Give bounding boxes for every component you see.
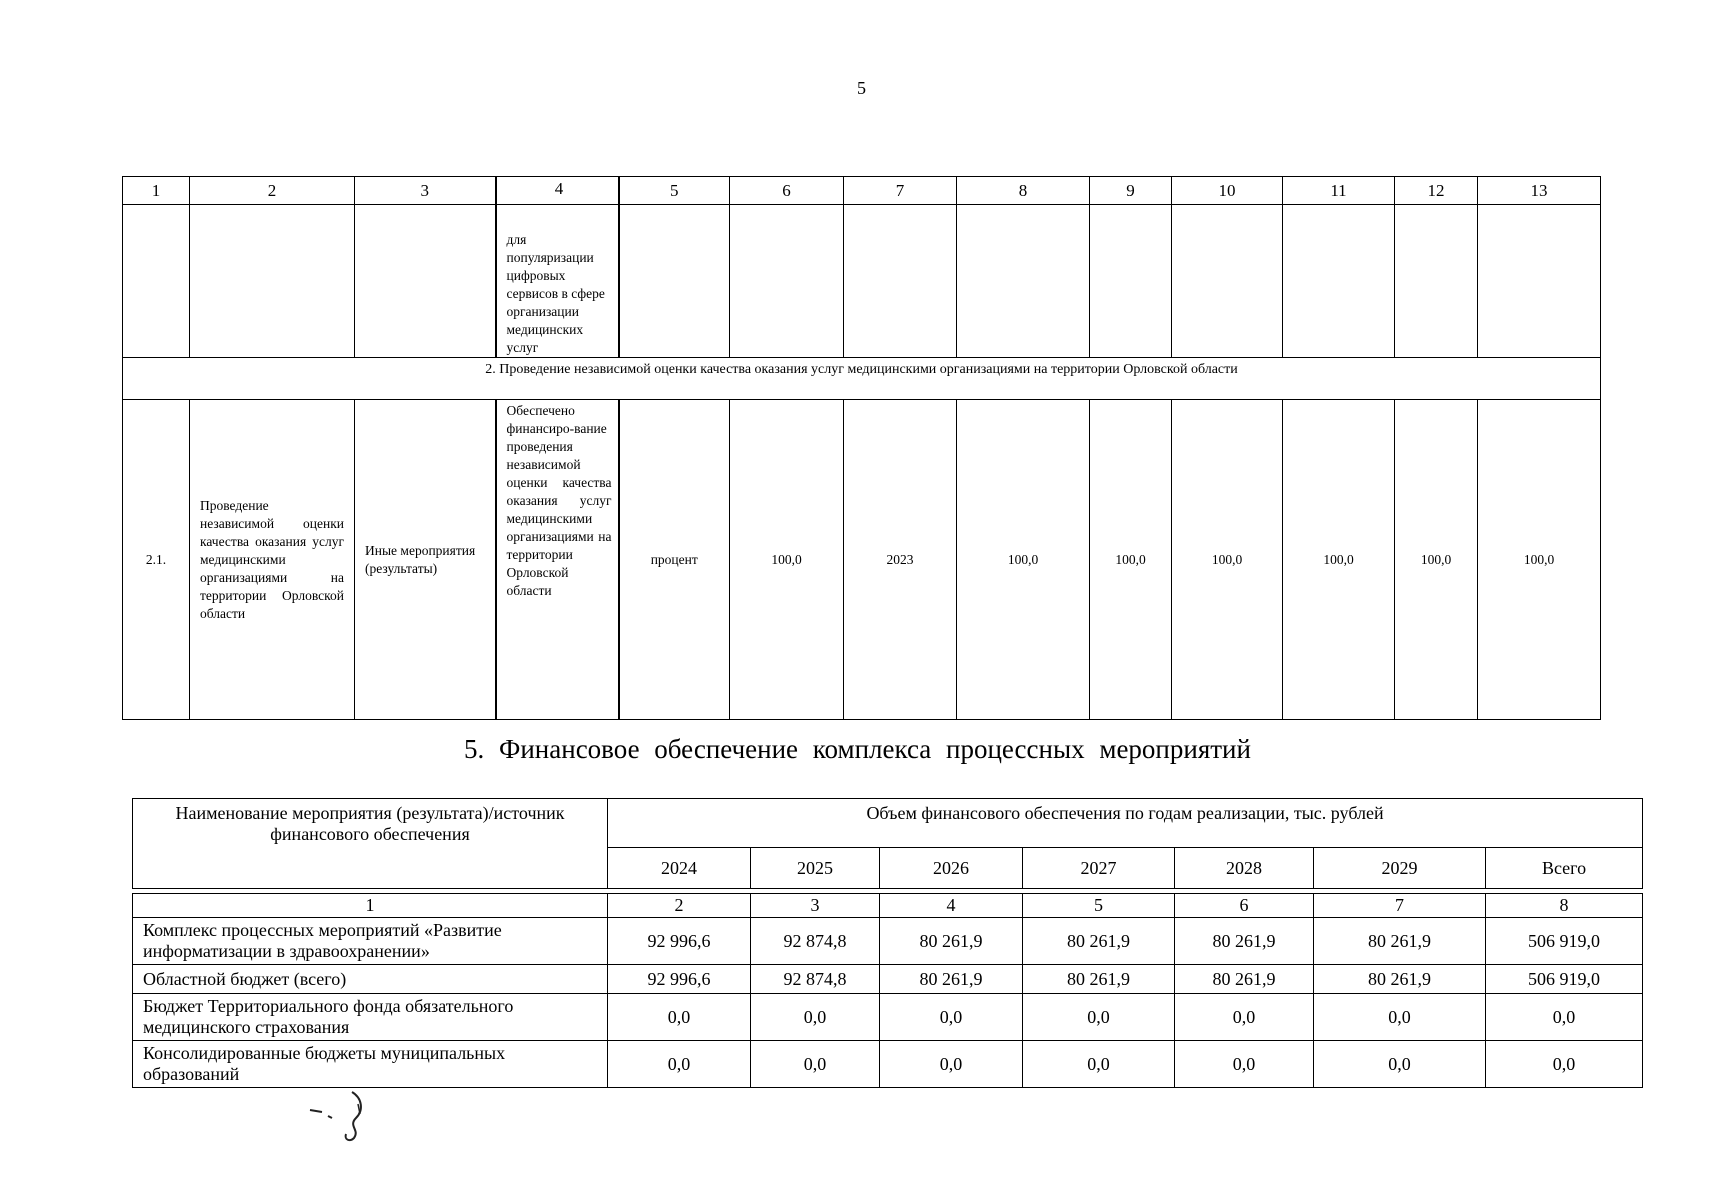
- row-name: Консолидированные бюджеты муниципальных образований: [133, 1041, 608, 1088]
- total-cell: 506 919,0: [1486, 918, 1643, 965]
- year-header: 2025: [751, 848, 880, 889]
- value-cell: 80 261,9: [880, 965, 1023, 994]
- row-base-value: 100,0: [730, 400, 844, 720]
- row-base-year: 2023: [844, 400, 957, 720]
- row-number: 2.1.: [123, 400, 190, 720]
- value-cell: 0,0: [1314, 1041, 1486, 1088]
- indicators-table: [122, 176, 1601, 720]
- column-number: 8: [1486, 894, 1643, 918]
- value-cell: 0,0: [880, 994, 1023, 1041]
- section-title: 2. Проведение независимой оценки качества оказания услуг медицинскими организациями на территории Орловской области: [123, 358, 1601, 400]
- table-row: [133, 994, 1643, 1041]
- table2-header-row: [133, 799, 1643, 848]
- header-cell: 4: [496, 177, 619, 205]
- value-cell: 0,0: [608, 994, 751, 1041]
- column-number: 7: [1314, 894, 1486, 918]
- value-cell: 80 261,9: [1314, 918, 1486, 965]
- column-number: 6: [1175, 894, 1314, 918]
- year-header: 2027: [1023, 848, 1175, 889]
- value-cell: 80 261,9: [1023, 918, 1175, 965]
- name-column-header: Наименование мероприятия (результата)/источник финансового обеспечения: [133, 799, 608, 889]
- header-cell: 2: [190, 177, 355, 205]
- value-cell: 0,0: [751, 1041, 880, 1088]
- value-cell: 0,0: [880, 1041, 1023, 1088]
- header-cell: 1: [123, 177, 190, 205]
- row-value-2028: 100,0: [1395, 400, 1478, 720]
- row-value-2025: 100,0: [1090, 400, 1172, 720]
- table-row: [133, 965, 1643, 994]
- section-row: [123, 358, 1601, 400]
- column-number: 1: [133, 894, 608, 918]
- header-cell: 7: [844, 177, 957, 205]
- value-cell: 80 261,9: [1175, 965, 1314, 994]
- financing-table: [132, 798, 1643, 1088]
- row-type: Иные мероприятия (результаты): [355, 400, 496, 720]
- value-cell: 0,0: [1175, 994, 1314, 1041]
- row-name: Комплекс процессных мероприятий «Развитие информатизации в здравоохранении»: [133, 918, 608, 965]
- column-number: 5: [1023, 894, 1175, 918]
- continuation-result-cell: для популяризации цифровых сервисов в сфере организации медицинских услуг: [496, 205, 619, 358]
- total-cell: 0,0: [1486, 994, 1643, 1041]
- value-cell: 92 996,6: [608, 918, 751, 965]
- signature-scribble: [308, 1088, 388, 1144]
- row-name: Проведение независимой оценки качества оказания услуг медицинскими организациями на территории Орловской области: [190, 400, 355, 720]
- value-cell: 0,0: [608, 1041, 751, 1088]
- continuation-row: [123, 205, 1601, 358]
- value-cell: 0,0: [1023, 1041, 1175, 1088]
- total-cell: 0,0: [1486, 1041, 1643, 1088]
- year-header: 2024: [608, 848, 751, 889]
- column-numbers-row: [133, 894, 1643, 918]
- header-cell: 10: [1172, 177, 1283, 205]
- page-number: 5: [857, 78, 866, 98]
- row-result: Обеспечено финансиро-вание проведения независимой оценки качества оказания услуг медицинскими организациями на территории Орловской области: [496, 400, 619, 720]
- value-cell: 80 261,9: [880, 918, 1023, 965]
- value-cell: 92 996,6: [608, 965, 751, 994]
- section5-title: 5. Финансовое обеспечение комплекса процессных мероприятий: [464, 734, 1251, 764]
- row-name: Бюджет Территориального фонда обязательного медицинского страхования: [133, 994, 608, 1041]
- value-cell: 92 874,8: [751, 918, 880, 965]
- column-number: 4: [880, 894, 1023, 918]
- header-cell: 11: [1283, 177, 1395, 205]
- value-cell: 0,0: [1023, 994, 1175, 1041]
- volume-column-header: Объем финансового обеспечения по годам реализации, тыс. рублей: [608, 799, 1643, 848]
- column-number: 2: [608, 894, 751, 918]
- value-cell: 92 874,8: [751, 965, 880, 994]
- header-cell: 8: [957, 177, 1090, 205]
- header-cell: 13: [1478, 177, 1601, 205]
- value-cell: 80 261,9: [1023, 965, 1175, 994]
- row-value-2027: 100,0: [1283, 400, 1395, 720]
- table-row: [133, 918, 1643, 965]
- total-cell: 506 919,0: [1486, 965, 1643, 994]
- value-cell: 0,0: [1175, 1041, 1314, 1088]
- row-unit: процент: [619, 400, 730, 720]
- row-value-2026: 100,0: [1172, 400, 1283, 720]
- header-cell: 5: [619, 177, 730, 205]
- year-header: 2029: [1314, 848, 1486, 889]
- total-header: Всего: [1486, 848, 1643, 889]
- table-row: [133, 1041, 1643, 1088]
- year-header: 2028: [1175, 848, 1314, 889]
- row-value-2029: 100,0: [1478, 400, 1601, 720]
- table-row: [123, 400, 1601, 720]
- value-cell: 80 261,9: [1175, 918, 1314, 965]
- value-cell: 0,0: [751, 994, 880, 1041]
- value-cell: 0,0: [1314, 994, 1486, 1041]
- header-cell: 9: [1090, 177, 1172, 205]
- column-number: 3: [751, 894, 880, 918]
- header-cell: 3: [355, 177, 496, 205]
- header-cell: 6: [730, 177, 844, 205]
- year-header: 2026: [880, 848, 1023, 889]
- table1-header-row: [123, 177, 1601, 205]
- header-cell: 12: [1395, 177, 1478, 205]
- row-value-2024: 100,0: [957, 400, 1090, 720]
- row-name: Областной бюджет (всего): [133, 965, 608, 994]
- value-cell: 80 261,9: [1314, 965, 1486, 994]
